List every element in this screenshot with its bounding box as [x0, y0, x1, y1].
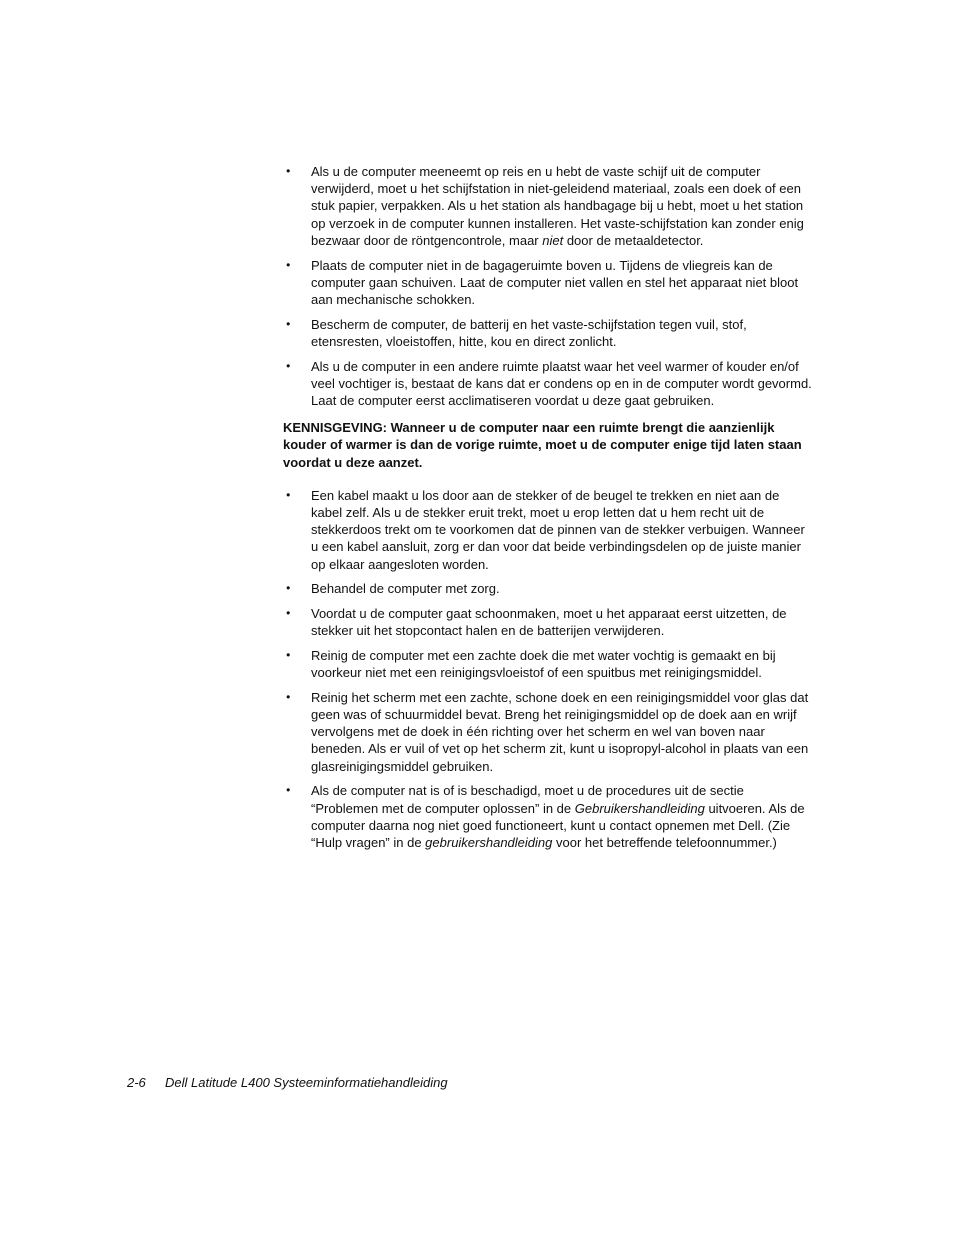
bullet-icon: •	[286, 257, 291, 272]
list-item-text: Plaats de computer niet in de bagageruimte boven u. Tijdens de vliegreis kan de computer gaan schuiven. Laat de computer niet vallen en stel het apparaat niet bloot aan mechanische schokken.	[311, 257, 799, 307]
list-item	[283, 316, 813, 350]
list-item-text: Reinig het scherm met een zachte, schone doek en een reinigingsmiddel voor glas dat geen was of schuurmiddel bevat. Breng het reinigingsmiddel op de doek aan en wrijf vervolgens met de doek in één richting over het scherm en wel van boven naar beneden. Als er vuil of vet op het scherm zit, kunt u isopropyl-alcohol in plaats van een glasreinigingsmiddel gebruiken.	[311, 689, 809, 774]
list-item-text: Reinig de computer met een zachte doek die met water vochtig is gemaakt en bij voorkeur niet met een reinigingsvloeistof of een spuitbus met reinigingsmiddel.	[311, 647, 776, 681]
list-item-text: Bescherm de computer, de batterij en het vaste-schijfstation tegen vuil, stof, etensresten, vloeistoffen, hitte, kou en direct zonlicht.	[311, 316, 747, 349]
list-item	[283, 257, 813, 309]
bullet-icon: •	[286, 487, 291, 502]
bullet-icon: •	[286, 783, 291, 798]
bullet-list-top	[283, 163, 813, 409]
main-content	[283, 163, 813, 859]
list-item	[283, 782, 813, 851]
list-item-text: Als de computer nat is of is beschadigd, moet u de procedures uit de sectie “Problemen met de computer oplossen” in de Gebruikershandleiding uitvoeren. Als de computer daarna nog niet goed functioneert, kunt u contact opnemen met Dell. (Zie “Hulp vragen” in de gebruikershandleiding voor het betreffende telefoonnummer.)	[311, 783, 805, 850]
page-number: 2-6	[127, 1075, 146, 1090]
list-item-text: Als u de computer meeneemt op reis en u hebt de vaste schijf uit de computer verwijderd, moet u het schijfstation in niet-geleidend materiaal, zoals een doek of een stuk papier, verpakken. Als u het station als handbagage bij u hebt, moet u het station op verzoek in de computer kunnen installeren. Het vaste-schijfstation kan zonder enig bezwaar door de röntgencontrole, maar niet door de metaaldetector.	[311, 164, 804, 248]
list-item	[283, 605, 813, 639]
list-item-text: Behandel de computer met zorg.	[311, 581, 500, 597]
bullet-icon: •	[286, 689, 291, 704]
bullet-icon: •	[286, 164, 291, 178]
list-item	[283, 163, 813, 249]
bullet-icon: •	[286, 316, 291, 331]
emphasis-text: niet	[542, 232, 564, 248]
bullet-icon: •	[286, 647, 291, 662]
list-item-text: Voordat u de computer gaat schoonmaken, moet u het apparaat eerst uitzetten, de stekker uit het stopcontact halen en de batterijen verwijderen.	[311, 605, 787, 639]
page-footer	[127, 1074, 448, 1091]
list-item	[283, 358, 813, 410]
bullet-icon: •	[286, 358, 291, 373]
emphasis-text: gebruikershandleiding	[425, 834, 553, 850]
list-item	[283, 647, 813, 681]
list-item-text: Een kabel maakt u los door aan de stekker of de beugel te trekken en niet aan de kabel zelf. Als u de stekker eruit trekt, moet u erop letten dat u hem recht uit de stekkerdoos trekt om te voorkomen dat de pinnen van de stekker verbuigen. Wanneer u een kabel aansluit, zorg er dan voor dat beide verbindingsdelen op de juiste manier op elkaar aangesloten worden.	[311, 487, 805, 572]
emphasis-text: Gebruikershandleiding	[574, 800, 705, 816]
bullet-list-bottom	[283, 487, 813, 851]
list-item	[283, 689, 813, 775]
document-title: Dell Latitude L400 Systeeminformatiehandleiding	[165, 1075, 448, 1090]
list-item	[283, 580, 813, 597]
bullet-icon: •	[286, 605, 291, 620]
notice-paragraph: KENNISGEVING: Wanneer u de computer naar een ruimte brengt die aanzienlijk kouder of warmer is dan de vorige ruimte, moet u de computer enige tijd laten staan voordat u deze aanzet.	[283, 420, 802, 470]
list-item	[283, 487, 813, 573]
list-item-text: Als u de computer in een andere ruimte plaatst waar het veel warmer of kouder en/of veel vochtiger is, bestaat de kans dat er condens op en in de computer wordt gevormd. Laat de computer eerst acclimatiseren voordat u deze gaat gebruiken.	[311, 358, 812, 408]
bullet-icon: •	[286, 581, 291, 596]
